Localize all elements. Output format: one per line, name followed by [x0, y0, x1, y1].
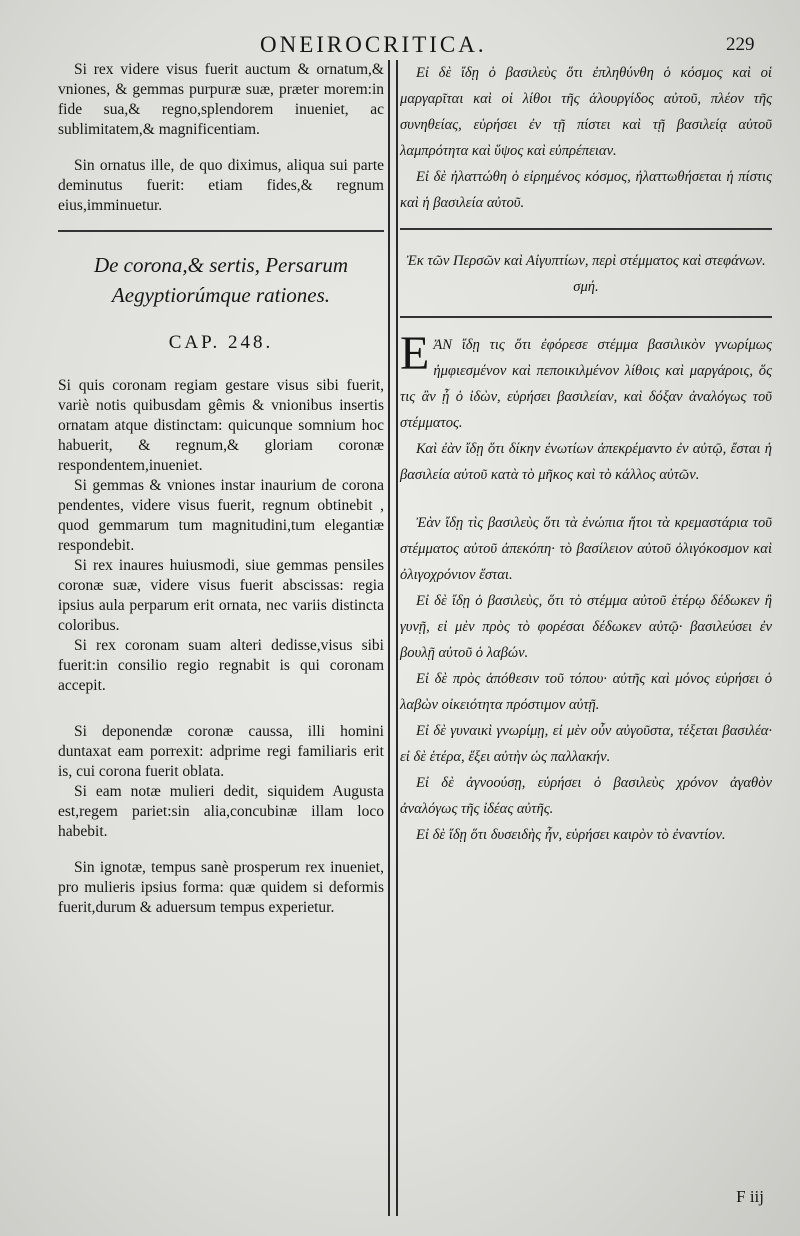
section-rule — [400, 316, 772, 318]
latin-chapter-title: De corona,& sertis, Persarum Aegyptiorúmque rationes. — [93, 253, 349, 307]
greek-paragraph: Εἰ δὲ ἠλαττώθη ὁ εἰρημένος κόσμος, ἠλαττωθήσεται ἡ πίστις καὶ ἡ βασιλεία αὐτοῦ. — [400, 169, 772, 211]
column-divider-left — [388, 60, 390, 1216]
drop-capital: Ε — [400, 327, 430, 380]
spacer — [58, 842, 384, 858]
latin-paragraph: Si rex coronam suam alteri dedisse,visus sibi fuerit:in consilio regio regnabit is qui coronam accepit. — [58, 637, 384, 694]
latin-column — [58, 60, 384, 918]
greek-paragraph: Καὶ ἐὰν ἴδῃ ὅτι δίκην ἐνωτίων ἀπεκρέμαντο ἐν αὐτῷ, ἔσται ἡ βασιλεία αὐτοῦ κατὰ τὸ μῆκος καὶ τὸ κάλλος αὐτῶν. — [400, 441, 772, 483]
latin-paragraph: Sin ignotæ, tempus sanè prosperum rex inueniet, pro mulieris ipsius forma: quæ quidem si deformis fuerit,durum & aduersum tempus experietur. — [58, 859, 384, 916]
column-divider-right — [396, 60, 398, 1216]
greek-column — [400, 60, 772, 848]
spacer — [58, 696, 384, 722]
greek-paragraph: Εἰ δὲ ἴδῃ ὁ βασιλεὺς ὅτι ἐπληθύνθη ὁ κόσμος καὶ οἱ μαργαρῖται καὶ οἱ λίθοι τῆς ἁλουργίδος αὐτοῦ, πλέον τῆς συνηθείας, εὑρήσει ἐν τῇ πίστει καὶ τῇ βασιλείᾳ αὐτοῦ λαμπρότητα καὶ ὕψος καὶ εὐπρέπειαν. — [400, 65, 772, 159]
spacer — [58, 140, 384, 156]
latin-paragraph: Si deponendæ coronæ caussa, illi homini duntaxat eam porrexit: adprime regi familiaris erit is, cui corona fuerit oblata. — [58, 723, 384, 780]
greek-chapter-title: Ἐκ τῶν Περσῶν καὶ Αἰγυπτίων, περὶ στέμματος καὶ στεφάνων. σμή. — [406, 253, 766, 295]
latin-paragraph: Si gemmas & vniones instar inaurium de corona pendentes, videre visus fuerit, regnum obtinebit , quod gemmarum tum magnitudini,tum elegantiæ respondebit. — [58, 477, 384, 554]
running-title: ONEIROCRITICA. — [260, 32, 487, 57]
greek-paragraph: Εἰ δὲ ἴδῃ ὁ βασιλεὺς, ὅτι τὸ στέμμα αὐτοῦ ἑτέρῳ δέδωκεν ἢ γυνῇ, εἰ μὲν πρὸς τὸ φορέσαι δέδωκεν αὐτῷ· βασιλεύσει ἐν βουλῇ αὐτοῦ ὁ λαβών. — [400, 593, 772, 661]
greek-paragraph: Εἰ δὲ ἴδῃ ὅτι δυσειδὴς ἦν, εὑρήσει καιρὸν τὸ ἐναντίον. — [416, 827, 726, 843]
page-number: 229 — [726, 34, 755, 55]
latin-paragraph: Si rex videre visus fuerit auctum & ornatum,& vniones, & gemmas purpuræ suæ, præter morem:in fide sua,& regno,splendorem inueniet, ac sublimitatem,& magnificentiam. — [58, 61, 384, 138]
greek-paragraph: Εἰ δὲ γυναικὶ γνωρίμῃ, εἰ μὲν οὖν αὐγοῦστα, τέξεται βασιλέα· εἰ δὲ ἑτέρα, ἕξει αὐτὴν ὡς παλλακήν. — [400, 723, 772, 765]
signature-mark: F iij — [736, 1187, 764, 1206]
greek-paragraph-text: ἈΝ ἴδῃ τις ὅτι ἐφόρεσε στέμμα βασιλικὸν γνωρίμως ἠμφιεσμένον καὶ πεποικιλμένον λίθοις καὶ μαργάροις, ὅς τις ἂν ᾖ ὁ ἰδὼν, εὑρήσει βασιλείαν, καὶ δόξαν ἀναλόγως τοῦ στέμματος. — [400, 337, 772, 431]
latin-paragraph: Si rex inaures huiusmodi, siue gemmas pensiles coronæ suæ, videre visus fuerit abscissas: regia ipsius aula perparum erit ornata, nec variis distincta coloribus. — [58, 557, 384, 634]
latin-paragraph: Sin ornatus ille, de quo diximus, aliqua sui parte deminutus fuerit: etiam fides,& regnum eius,imminuetur. — [58, 157, 384, 214]
latin-paragraph: Si eam notæ mulieri dedit, siquidem Augusta est,regem pariet:sin alia,concubinæ illam loco habebit. — [58, 783, 384, 840]
greek-paragraph: Εἰ δὲ ἀγνοούσῃ, εὑρήσει ὁ βασιλεὺς χρόνον ἀγαθὸν ἀναλόγως τῆς ἰδέας αὐτῆς. — [400, 775, 772, 817]
chapter-number: CAP. 248. — [168, 332, 274, 353]
greek-paragraph — [400, 327, 772, 436]
latin-paragraph: Si quis coronam regiam gestare visus sibi fuerit, variè notis quibusdam gêmis & vnionibus insertis ornatam atque distinctam: quicunque somnium hoc habuerit, & regnum,& gloriam coronæ respondentem,inueniet. — [58, 377, 384, 474]
section-rule — [400, 228, 772, 230]
section-rule — [58, 230, 384, 232]
greek-paragraph: Εἰ δὲ πρὸς ἀπόθεσιν τοῦ τόπου· αὐτῆς καὶ μόνος εὑρήσει ὁ λαβὼν οἰκειότητα πρόστιμον αὐτῇ. — [400, 671, 772, 713]
spacer — [400, 488, 772, 510]
greek-paragraph: Ἐὰν ἴδῃ τὶς βασιλεὺς ὅτι τὰ ἐνώπια ἤτοι τὰ κρεμαστάρια τοῦ στέμματος αὐτοῦ ἀπεκόπη· τὸ βασίλειον αὐτοῦ ὀλιγόκοσμον καὶ ὀλιγοχρόνιον ἔσται. — [400, 515, 772, 583]
